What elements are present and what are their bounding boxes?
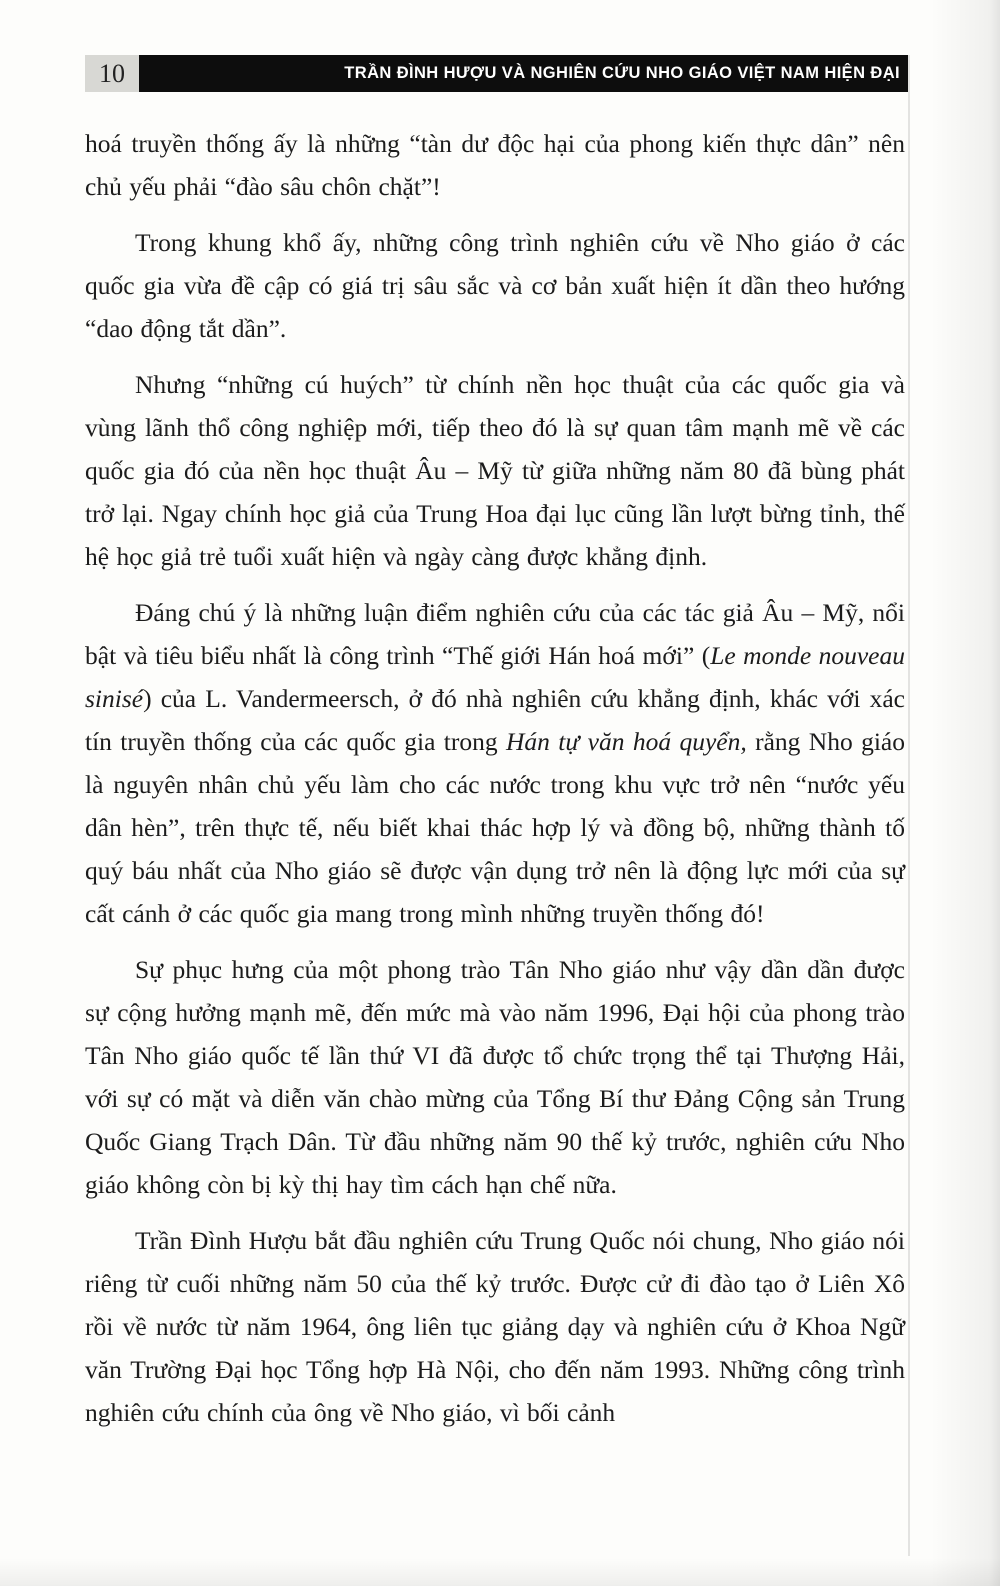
running-title: TRẦN ĐÌNH HƯỢU VÀ NGHIÊN CỨU NHO GIÁO VIỆT NAM HIỆN ĐẠI	[344, 64, 900, 82]
paragraph	[85, 122, 905, 208]
text-run: ) của L. Vandermeersch, ở đó nhà nghiên cứu khẳng định, khác với xác tín truyền thống của các quốc gia trong	[85, 684, 905, 756]
paragraph	[85, 948, 905, 1206]
text-run: hoá truyền thống ấy là những “tàn dư độc hại của phong kiến thực dân” nên chủ yếu phải “đào sâu chôn chặt”!	[85, 129, 905, 201]
page-header	[85, 55, 908, 92]
text-run: rằng Nho giáo là nguyên nhân chủ yếu làm cho các nước trong khu vực trở nên “nước yếu dân hèn”, trên thực tế, nếu biết khai thác hợp lý và đồng bộ, những thành tố quý báu nhất của Nho giáo sẽ được vận dụng trở nên là động lực mới của sự cất cánh ở các quốc gia mang trong mình những truyền thống đó!	[85, 727, 905, 928]
text-run: Đáng chú ý là những luận điểm nghiên cứu của các tác giả Âu – Mỹ, nổi bật và tiêu biểu nhất là công trình “Thế giới Hán hoá mới” (	[85, 598, 905, 670]
paragraph	[85, 591, 905, 935]
text-run: Sự phục hưng của một phong trào Tân Nho giáo như vậy dần dần được sự cộng hưởng mạnh mẽ, đến mức mà vào năm 1996, Đại hội của phong trào Tân Nho giáo quốc tế lần thứ VI đã được tổ chức trọng thể tại Thượng Hải, với sự có mặt và diễn văn chào mừng của Tổng Bí thư Đảng Cộng sản Trung Quốc Giang Trạch Dân. Từ đầu những năm 90 thế kỷ trước, nghiên cứu Nho giáo không còn bị kỳ thị hay tìm cách hạn chế nữa.	[85, 955, 905, 1199]
running-title-bar	[139, 55, 908, 92]
text-run: Trần Đình Hượu bắt đầu nghiên cứu Trung Quốc nói chung, Nho giáo nói riêng từ cuối những năm 50 của thế kỷ trước. Được cử đi đào tạo ở Liên Xô rồi về nước từ năm 1964, ông liên tục giảng dạy và nghiên cứu ở Khoa Ngữ văn Trường Đại học Tổng hợp Hà Nội, cho đến năm 1993. Những công trình nghiên cứu chính của ông về Nho giáo, vì bối cảnh	[85, 1226, 905, 1427]
paragraph	[85, 363, 905, 578]
text-run: Nhưng “những cú huých” từ chính nền học thuật của các quốc gia và vùng lãnh thổ công nghiệp mới, tiếp theo đó là sự quan tâm mạnh mẽ về các quốc gia đó của nền học thuật Âu – Mỹ từ giữa những năm 80 đã bùng phát trở lại. Ngay chính học giả của Trung Hoa đại lục cũng lần lượt bừng tỉnh, thế hệ học giả trẻ tuổi xuất hiện và ngày càng được khẳng định.	[85, 370, 905, 571]
paragraph	[85, 1219, 905, 1434]
text-body	[85, 122, 905, 1447]
italic-text-run: Hán tự văn hoá quyển,	[506, 727, 747, 756]
italic-text-run: Le monde nouveau sinisé	[85, 641, 906, 713]
page-number: 10	[85, 55, 139, 92]
scan-edge-line	[908, 55, 910, 1556]
paragraph	[85, 221, 905, 350]
text-run: Trong khung khổ ấy, những công trình nghiên cứu về Nho giáo ở các quốc gia vừa đề cập có giá trị sâu sắc và cơ bản xuất hiện ít dần theo hướng “dao động tắt dần”.	[85, 228, 905, 343]
